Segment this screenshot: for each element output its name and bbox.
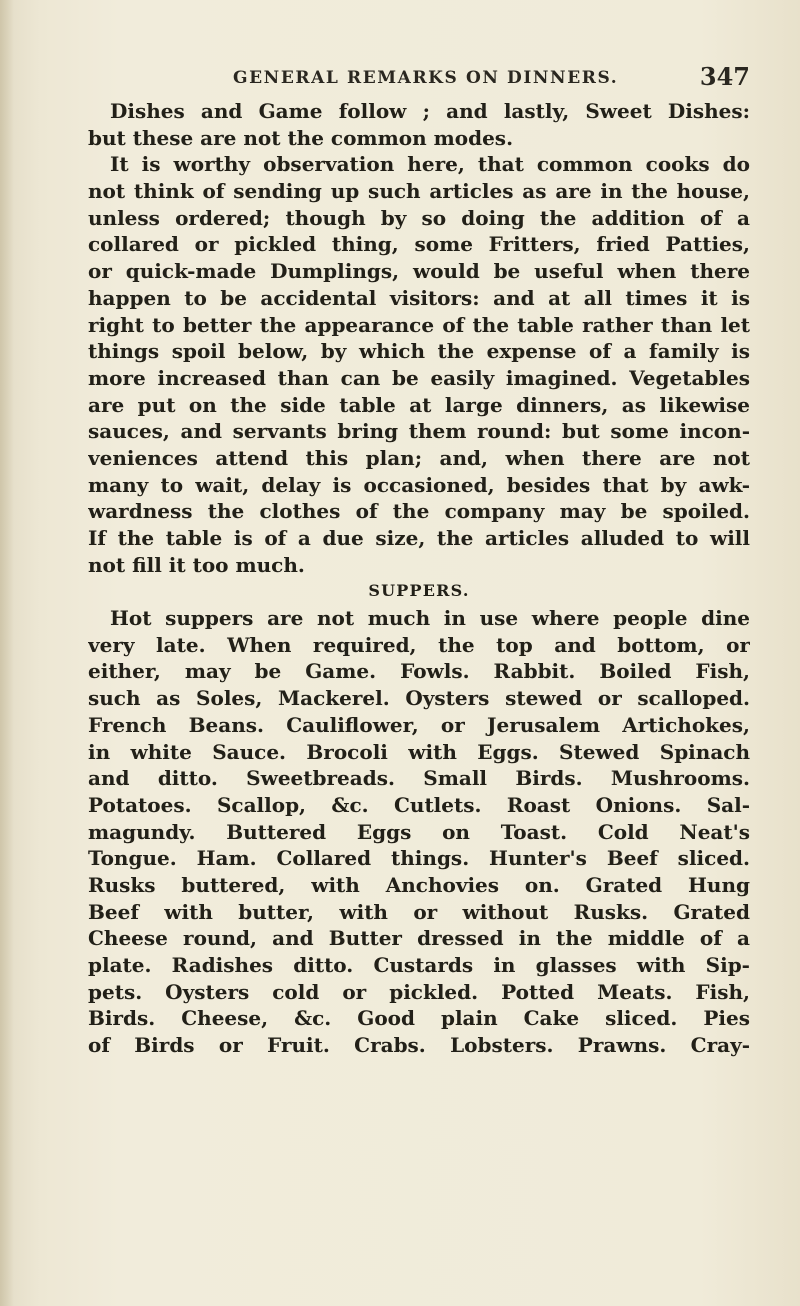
- body-text: [88, 98, 750, 1059]
- text-line: are put on the side table at large dinners, as likewise: [88, 392, 750, 417]
- text-line: more increased than can be easily imagined. Vegetables: [88, 365, 750, 390]
- text-line: French Beans. Cauliflower, or Jerusalem Artichokes,: [88, 712, 750, 737]
- text-line: pets. Oysters cold or pickled. Potted Meats. Fish,: [88, 979, 750, 1004]
- text-line: not fill it too much.: [88, 552, 305, 577]
- text-line: such as Soles, Mackerel. Oysters stewed or scalloped.: [88, 686, 750, 711]
- text-line: Dishes and Game follow ; and lastly, Sweet Dishes:: [110, 99, 750, 123]
- text-line: in white Sauce. Brocoli with Eggs. Stewed Spinach: [88, 739, 750, 764]
- text-line: happen to be accidental visitors: and at all times it is: [88, 285, 750, 310]
- text-line: sauces, and servants bring them round: but some incon-: [88, 419, 750, 444]
- text-line: Potatoes. Scallop, &c. Cutlets. Roast Onions. Sal-: [88, 792, 750, 817]
- text-line: collared or pickled thing, some Fritters, fried Patties,: [88, 232, 750, 257]
- page-number: 347: [699, 62, 750, 91]
- page-header: [88, 62, 750, 98]
- text-line: or quick-made Dumplings, would be useful when there: [88, 259, 750, 284]
- text-line: If the table is of a due size, the articles alluded to will: [88, 526, 750, 550]
- text-line: and ditto. Sweetbreads. Small Birds. Mushrooms.: [88, 766, 750, 791]
- text-line: Birds. Cheese, &c. Good plain Cake sliced. Pies: [88, 1006, 750, 1031]
- text-line: not think of sending up such articles as are in the house,: [88, 179, 750, 204]
- text-line: very late. When required, the top and bottom, or: [88, 632, 750, 657]
- section-heading-suppers: SUPPERS.: [368, 581, 470, 601]
- text-line: magundy. Buttered Eggs on Toast. Cold Neat's: [88, 819, 750, 844]
- text-line: Beef with butter, with or without Rusks. Grated: [88, 899, 750, 924]
- text-line: It is worthy observation here, that common cooks do: [110, 152, 750, 177]
- text-line: many to wait, delay is occasioned, besides that by awk-: [88, 472, 750, 497]
- page-edge-shadow: [0, 0, 14, 1306]
- text-line: Rusks buttered, with Anchovies on. Grated Hung: [88, 872, 750, 897]
- text-line: things spoil below, by which the expense of a family is: [88, 339, 750, 364]
- running-head: GENERAL REMARKS ON DINNERS.: [233, 68, 619, 88]
- text-line: either, may be Game. Fowls. Rabbit. Boiled Fish,: [88, 659, 750, 684]
- text-line: veniences attend this plan; and, when there are not: [88, 445, 750, 470]
- text-line: Tongue. Ham. Collared things. Hunter's Beef sliced.: [88, 846, 750, 871]
- text-line: of Birds or Fruit. Crabs. Lobsters. Prawns. Cray-: [88, 1033, 750, 1058]
- text-line: Cheese round, and Butter dressed in the middle of a: [88, 926, 750, 951]
- text-line: plate. Radishes ditto. Custards in glasses with Sip-: [88, 953, 750, 977]
- text-line: unless ordered; though by so doing the addition of a: [88, 205, 750, 230]
- text-line: Hot suppers are not much in use where people dine: [110, 606, 750, 631]
- text-line: wardness the clothes of the company may be spoiled.: [88, 499, 750, 524]
- text-line: but these are not the common modes.: [88, 125, 514, 150]
- text-line: right to better the appearance of the table rather than let: [88, 312, 750, 337]
